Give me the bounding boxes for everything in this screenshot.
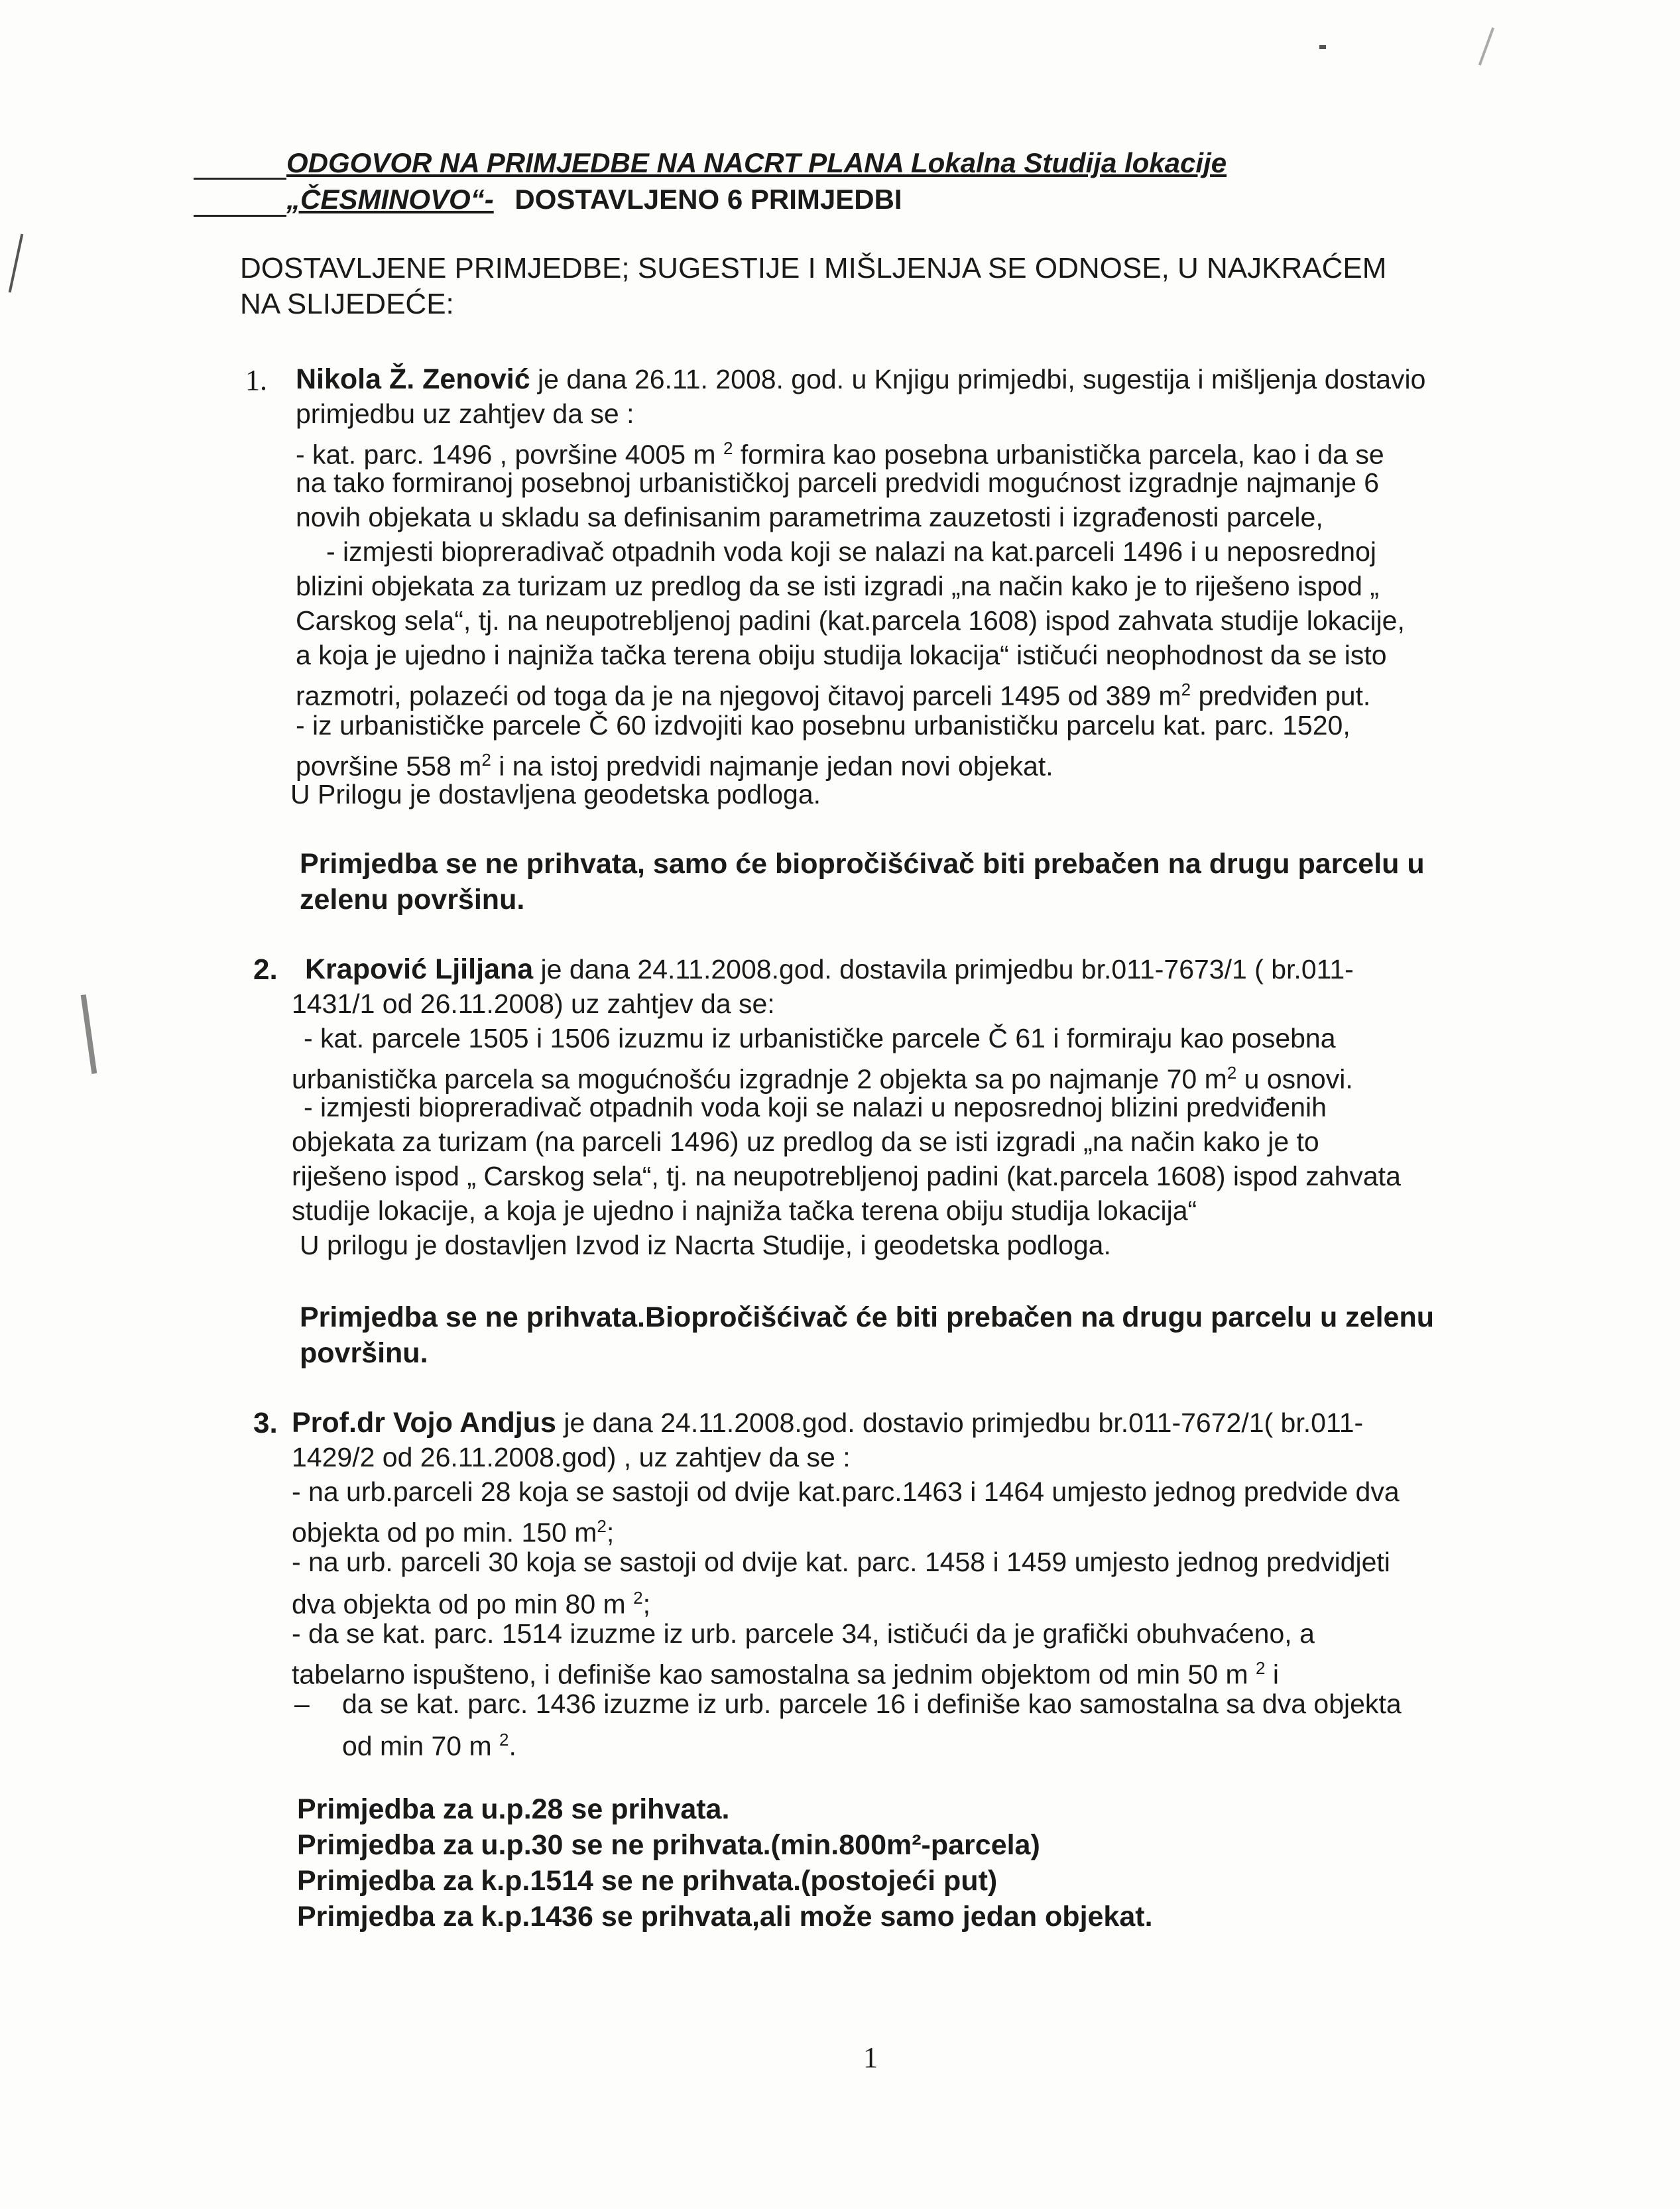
item1-line1 bbox=[296, 362, 1425, 396]
scan-mark-corner bbox=[1478, 27, 1494, 66]
item1-l10b: predviđen put. bbox=[1191, 680, 1371, 711]
intro-paragraph bbox=[240, 251, 1500, 322]
item2-submitter-name: Krapović Ljiljana bbox=[305, 953, 534, 985]
page-number: 1 bbox=[863, 2041, 878, 2074]
item2-l4sup: 2 bbox=[1227, 1063, 1237, 1083]
item1-line9: a koja je ujedno i najniža tačka terena obiju studija lokacija“ ističući neophodnost da se isto bbox=[296, 640, 1387, 670]
header-underline-left-1 bbox=[194, 178, 286, 180]
scan-mark-left bbox=[9, 234, 24, 293]
item3-line4 bbox=[292, 1509, 614, 1550]
scan-mark-top-right bbox=[1319, 45, 1326, 49]
item2-l4b: u osnovi. bbox=[1236, 1063, 1353, 1095]
item2-response-line2: površinu. bbox=[300, 1337, 428, 1369]
item2-line7: riješeno ispod „ Carskog sela“, tj. na neupotrebljenoj padini (kat.parcela 1608) ispod zahvata bbox=[292, 1161, 1401, 1191]
item2-line1 bbox=[305, 952, 1354, 986]
item3-line1 bbox=[292, 1405, 1363, 1440]
title-line1-text: ODGOVOR NA PRIMJEDBE NA NACRT PLANA Lokalna Studija lokacije bbox=[286, 147, 1227, 178]
item2-l1: je dana 24.11.2008.god. dostavila primjedbu br.011-7673/1 ( br.011- bbox=[540, 954, 1354, 985]
item1-line11: - iz urbanističke parcele Č 60 izdvojiti kao posebnu urbanističku parcelu kat. parc. 1520, bbox=[296, 710, 1350, 741]
item1-line8: Carskog sela“, tj. na neupotrebljenoj padini (kat.parcela 1608) ispod zahvata studije lokacije, bbox=[296, 605, 1405, 636]
item2-number: 2. bbox=[253, 953, 278, 986]
item3-line2: 1429/2 od 26.11.2008.god) , uz zahtjev da se : bbox=[292, 1442, 851, 1472]
item3-l8a: tabelarno ispušteno, i definiše kao samostalna sa jednim objektom od min 50 m bbox=[292, 1659, 1256, 1690]
item1-l10sup: 2 bbox=[1181, 680, 1191, 699]
item3-l4sup: 2 bbox=[597, 1516, 607, 1536]
item2-line9: U prilogu je dostavljen Izvod iz Nacrta Studije, i geodetska podloga. bbox=[300, 1230, 1111, 1260]
item1-l12a: površine 558 m bbox=[296, 750, 482, 782]
item3-line8 bbox=[292, 1651, 1279, 1692]
item3-line9: da se kat. parc. 1436 izuzme iz urb. parcele 16 i definiše kao samostalna sa dva objekta bbox=[342, 1689, 1402, 1719]
item1-line4: na tako formiranoj posebnoj urbanističkoj parceli predvidi mogućnost izgradnje najmanje 6 bbox=[296, 467, 1380, 498]
item3-l8b: i bbox=[1265, 1659, 1279, 1690]
item2-l4a: urbanistička parcela sa mogućnošću izgradnje 2 objekta sa po najmanje 70 m bbox=[292, 1063, 1227, 1095]
document-title-line2 bbox=[286, 184, 902, 215]
item3-l4b: ; bbox=[606, 1517, 615, 1548]
item1-response-line1: Primjedba se ne prihvata, samo će biopročišćivač biti prebačen na drugu parcelu u bbox=[300, 848, 1425, 880]
item3-l1: je dana 24.11.2008.god. dostavio primjedbu br.011-7672/1( br.011- bbox=[564, 1407, 1364, 1438]
item2-line5: - izmjesti biopreradivač otpadnih voda koji se nalazi u neposrednoj blizini predviđenih bbox=[304, 1092, 1327, 1122]
item3-number: 3. bbox=[253, 1407, 278, 1439]
item1-line13: U Prilogu je dostavljena geodetska podloga. bbox=[290, 779, 821, 809]
header-underline-left-2 bbox=[194, 215, 286, 217]
item1-line5: novih objekata u skladu sa definisanim parametrima zauzetosti i izgrađenosti parcele, bbox=[296, 502, 1323, 532]
item2-line3: - kat. parcele 1505 i 1506 izuzmu iz urbanističke parcele Č 61 i formiraju kao posebna bbox=[304, 1023, 1336, 1053]
item1-line2: primjedbu uz zahtjev da se : bbox=[296, 398, 634, 429]
item3-l10a: od min 70 m bbox=[342, 1730, 499, 1761]
item3-l4a: objekta od po min. 150 m bbox=[292, 1517, 597, 1548]
item1-submitter-name: Nikola Ž. Zenović bbox=[296, 363, 530, 395]
item3-line5: - na urb. parceli 30 koja se sastoji od dvije kat. parc. 1458 i 1459 umjesto jednog predvidjeti bbox=[292, 1547, 1390, 1577]
item3-line3: - na urb.parceli 28 koja se sastoji od dvije kat.parc.1463 i 1464 umjesto jednog predvide dva bbox=[292, 1476, 1400, 1507]
item3-line10 bbox=[342, 1722, 516, 1763]
item1-l3sup: 2 bbox=[723, 438, 733, 458]
item3-l6b: ; bbox=[642, 1588, 650, 1620]
item2-line8: studije lokacije, a koja je ujedno i najniža tačka terena obiju studija lokacija“ bbox=[292, 1195, 1197, 1226]
item1-line10 bbox=[296, 672, 1370, 713]
item3-l10sup: 2 bbox=[499, 1730, 509, 1750]
title-count: DOSTAVLJENO 6 PRIMJEDBI bbox=[514, 184, 902, 215]
item1-l12b: i na istoj predvidi najmanje jedan novi objekat. bbox=[491, 750, 1053, 782]
scan-mark-left-mid bbox=[81, 994, 97, 1074]
item1-line7: blizini objekata za turizam uz predlog da se isti izgradi „na način kako je to riješeno ispod „ bbox=[296, 571, 1380, 601]
document-title-line1 bbox=[286, 147, 1227, 179]
intro-line1: DOSTAVLJENE PRIMJEDBE; SUGESTIJE I MIŠLJENJA SE ODNOSE, U NAJKRAĆEM bbox=[240, 252, 1387, 284]
item2-response-line1: Primjedba se ne prihvata.Biopročišćivač će biti prebačen na drugu parcelu u zelenu bbox=[300, 1301, 1434, 1333]
item3-line7: - da se kat. parc. 1514 izuzme iz urb. parcele 34, ističući da je grafički obuhvaćeno, a bbox=[292, 1618, 1315, 1649]
item3-line9-dash: – bbox=[294, 1689, 310, 1719]
item2-line2: 1431/1 od 26.11.2008) uz zahtjev da se: bbox=[292, 988, 775, 1019]
item3-line6 bbox=[292, 1581, 650, 1622]
title-project-name: „ČESMINOVO“- bbox=[286, 184, 494, 215]
intro-line2: NA SLIJEDEĆE: bbox=[240, 288, 454, 320]
item1-response-line2: zelenu površinu. bbox=[300, 884, 525, 916]
item3-l10b: . bbox=[509, 1730, 516, 1761]
item3-response-line4: Primjedba za k.p.1436 se prihvata,ali može samo jedan objekat. bbox=[297, 1901, 1153, 1933]
item1-line6: - izmjesti biopreradivač otpadnih voda koji se nalazi na kat.parceli 1496 i u neposrednoj bbox=[326, 536, 1376, 567]
item3-response-line3: Primjedba za k.p.1514 se ne prihvata.(postojeći put) bbox=[297, 1865, 998, 1897]
item1-l1: je dana 26.11. 2008. god. u Knjigu primjedbi, sugestija i mišljenja dostavio bbox=[538, 364, 1426, 394]
item1-l10a: razmotri, polazeći od toga da je na njegovoj čitavoj parceli 1495 od 389 m bbox=[296, 680, 1181, 711]
item1-number: 1. bbox=[245, 364, 267, 396]
item3-response-line2: Primjedba za u.p.30 se ne prihvata.(min.800m²-parcela) bbox=[297, 1829, 1040, 1861]
item3-submitter-name: Prof.dr Vojo Andjus bbox=[292, 1407, 556, 1439]
item1-l3a: - kat. parc. 1496 , površine 4005 m bbox=[296, 439, 723, 470]
item3-l6sup: 2 bbox=[633, 1588, 643, 1608]
item3-l6a: dva objekta od po min 80 m bbox=[292, 1588, 634, 1620]
item3-response-line1: Primjedba za u.p.28 se prihvata. bbox=[297, 1793, 730, 1825]
item2-line6: objekata za turizam (na parceli 1496) uz predlog da se isti izgradi „na način kako je to bbox=[292, 1126, 1319, 1157]
item3-l8sup: 2 bbox=[1256, 1658, 1266, 1678]
item1-l12sup: 2 bbox=[481, 750, 491, 770]
item1-l3b: formira kao posebna urbanistička parcela, kao i da se bbox=[733, 439, 1384, 470]
